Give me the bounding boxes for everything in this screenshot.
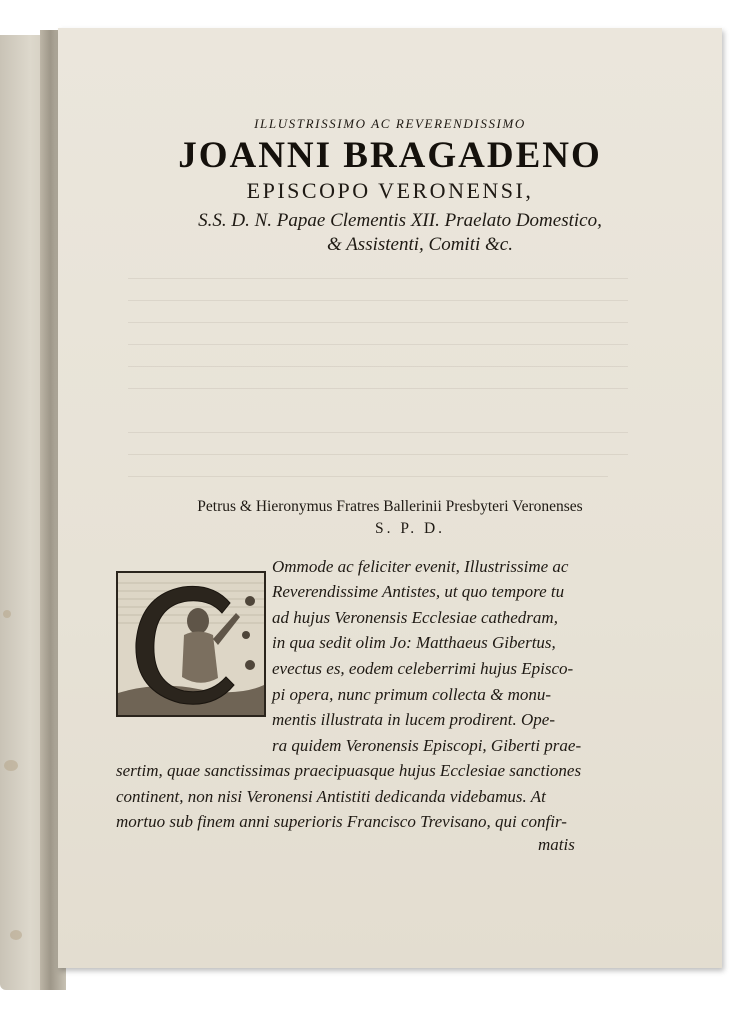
dedicatee-name: JOANNI BRAGADENO (178, 135, 602, 176)
body-line-10: continent, non nisi Veronensi Antistiti dedicanda videbamus. At (116, 787, 546, 806)
dedicatee-office: EPISCOPO VERONENSI, (246, 178, 534, 203)
body-line-4: in qua sedit olim Jo: Matthaeus Gibertus, (272, 633, 556, 652)
body-line-3: ad hujus Veronensis Ecclesiae cathedram, (272, 608, 558, 627)
body-line-2: Reverendissime Antistes, ut quo tempore tu (272, 582, 565, 601)
senders-line: Petrus & Hieronymus Fratres Ballerinii Presbyteri Veronenses (197, 498, 583, 515)
body-line-8: ra quidem Veronensis Episcopi, Giberti prae- (272, 736, 582, 755)
superscription: ILLUSTRISSIMO AC REVERENDISSIMO (254, 116, 526, 131)
book-page (58, 28, 722, 968)
body-line-1: Ommode ac feliciter evenit, Illustrissime ac (272, 557, 569, 576)
decorated-initial (116, 571, 266, 717)
body-line-6: pi opera, nunc primum collecta & monu- (272, 685, 552, 704)
dedication-line-1: S.S. D. N. Papae Clementis XII. Praelato Domestico, (198, 210, 602, 231)
catchword: matis (538, 835, 575, 854)
salutation: S. P. D. (374, 520, 446, 537)
dedication-line-2: & Assistenti, Comiti &c. (327, 234, 513, 255)
body-line-5: evectus es, eodem celeberrimi hujus Episco- (272, 659, 574, 678)
body-line-11: mortuo sub finem anni superioris Francisco Trevisano, qui confir- (116, 812, 567, 831)
body-line-9: sertim, quae sanctissimas praecipuasque hujus Ecclesiae sanctiones (116, 761, 582, 780)
body-line-7: mentis illustrata in lucem prodirent. Ope- (272, 710, 555, 729)
decorated-initial-image (118, 573, 264, 715)
